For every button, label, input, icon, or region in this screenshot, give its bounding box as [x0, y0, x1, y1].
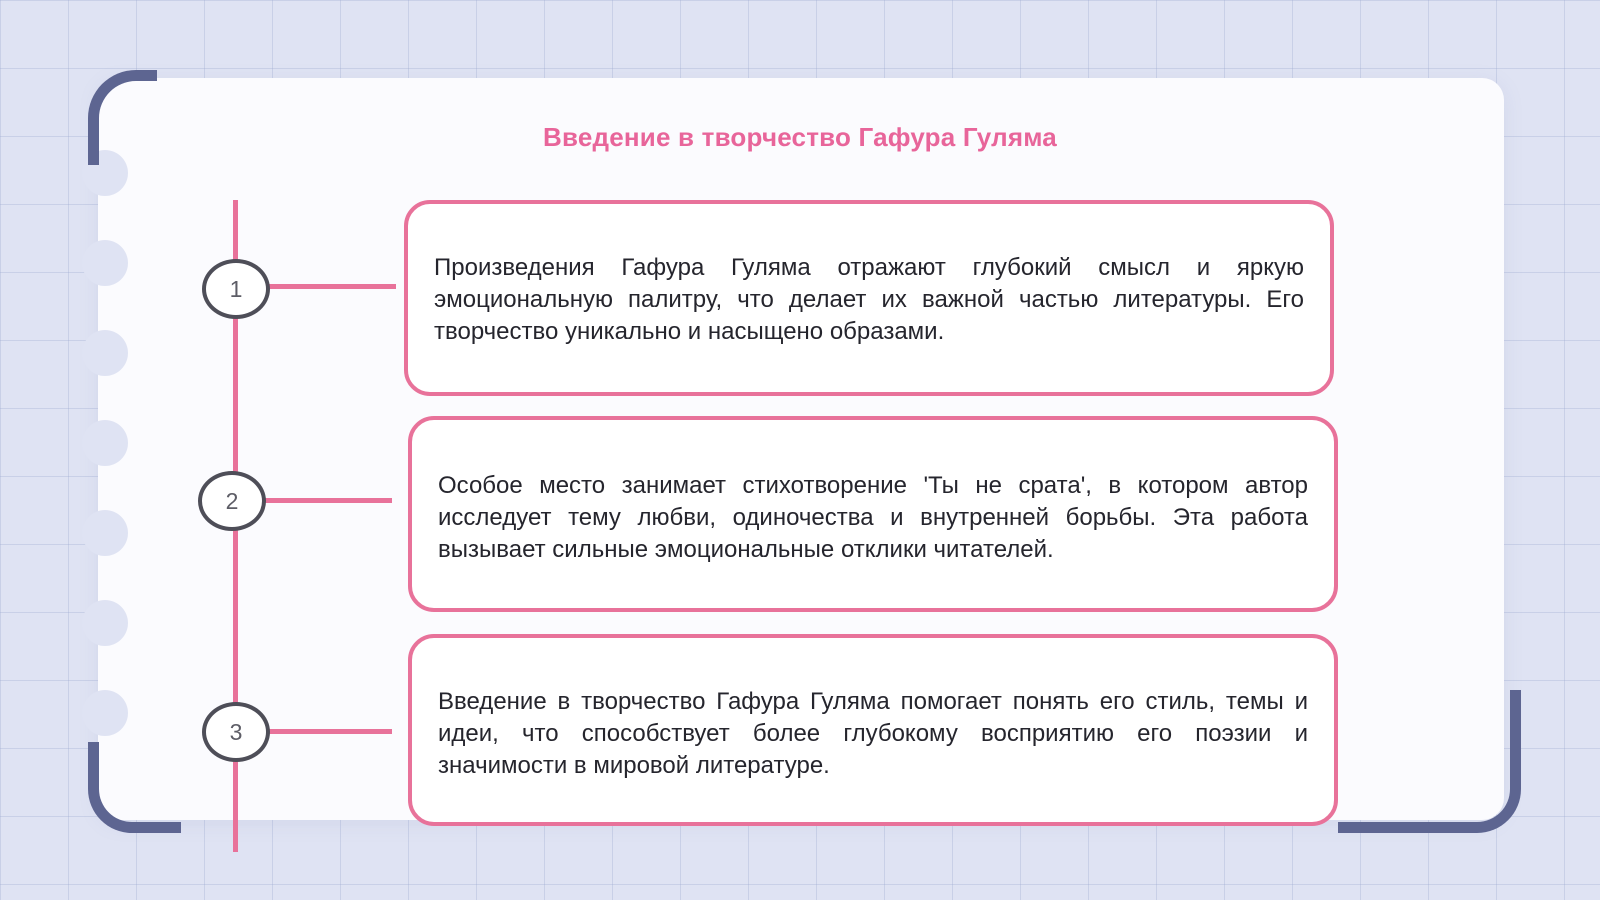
slide-title: Введение в творчество Гафура Гуляма: [543, 122, 1057, 152]
content-card: [408, 416, 1338, 612]
timeline-connector: [266, 729, 392, 734]
paper-notch: [82, 240, 128, 286]
paper-notch: [82, 510, 128, 556]
card-text: Введение в творчество Гафура Гуляма помогает понять его стиль, темы и идеи, что способствует более глубокому восприятию его поэзии и значимости в мировой литературе.: [438, 688, 1308, 779]
card-text: Произведения Гафура Гуляма отражают глубокий смысл и яркую эмоциональную палитру, что делает их важной частью литературы. Его творчество уникально и насыщено образами.: [434, 254, 1304, 345]
paper-notch: [82, 330, 128, 376]
step-number: 1: [229, 275, 243, 302]
content-card: [404, 200, 1334, 396]
step-number: 2: [225, 487, 239, 514]
paper-notch: [82, 690, 128, 736]
timeline-connector: [266, 284, 396, 289]
card-text: Особое место занимает стихотворение 'Ты не срата', в котором автор исследует тему любви, одиночества и внутренней борьбы. Эта работа вызывает сильные эмоциональные отклики читателей.: [438, 472, 1308, 563]
corner-bracket-bottom-left: [88, 742, 181, 833]
step-number-badge: [202, 702, 270, 762]
timeline-connector: [262, 498, 392, 503]
step-number-badge: [198, 471, 266, 531]
content-card: [408, 634, 1338, 826]
corner-bracket-bottom-right: [1338, 690, 1521, 833]
paper-notch: [82, 420, 128, 466]
step-number-badge: [202, 259, 270, 319]
step-number: 3: [229, 718, 243, 745]
paper-notch: [82, 600, 128, 646]
